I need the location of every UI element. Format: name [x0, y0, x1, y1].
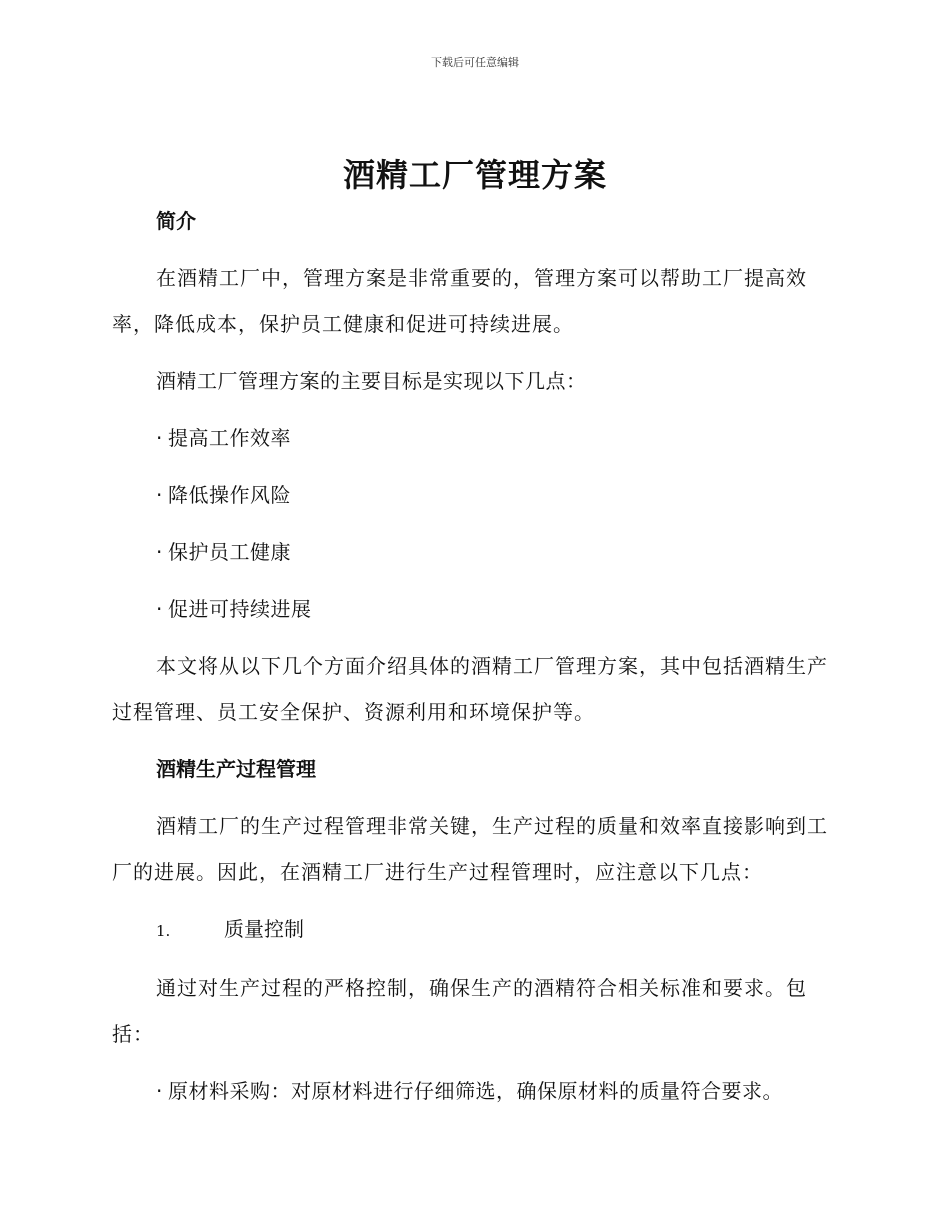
document-body — [112, 198, 836, 1125]
goal-list-item — [112, 529, 836, 575]
goal-text: 保护员工健康 — [168, 540, 291, 564]
bullet-icon: · — [156, 1079, 163, 1103]
numbered-item-quality — [112, 906, 836, 954]
intro-paragraph-1: 在酒精工厂中，管理方案是非常重要的，管理方案可以帮助工厂提高效率，降低成本，保护员工健康和促进可持续进展。 — [112, 266, 807, 336]
goal-list-item — [112, 415, 836, 461]
item-label: 质量控制 — [224, 917, 304, 941]
intro-paragraph-2: 酒精工厂管理方案的主要目标是实现以下几点： — [156, 369, 587, 393]
header-note: 下载后可任意编辑 — [431, 56, 519, 69]
goal-list-item — [112, 472, 836, 518]
section-heading-production: 酒精生产过程管理 — [156, 757, 316, 781]
quality-paragraph-1: 通过对生产过程的严格控制，确保生产的酒精符合相关标准和要求。包括： — [112, 976, 807, 1046]
item-number: 1. — [156, 922, 171, 940]
bullet-icon: · — [156, 597, 163, 621]
bullet-icon: · — [156, 483, 163, 507]
bullet-icon: · — [156, 426, 163, 450]
goal-text: 降低操作风险 — [168, 483, 291, 507]
production-paragraph-1: 酒精工厂的生产过程管理非常关键，生产过程的质量和效率直接影响到工厂的进展。因此，在酒精工厂进行生产过程管理时，应注意以下几点： — [112, 814, 828, 884]
bullet-icon: · — [156, 540, 163, 564]
intro-paragraph-3: 本文将从以下几个方面介绍具体的酒精工厂管理方案，其中包括酒精生产过程管理、员工安全保护、资源利用和环境保护等。 — [112, 654, 828, 724]
section-heading-intro: 简介 — [156, 209, 196, 233]
goal-text: 促进可持续进展 — [168, 597, 312, 621]
quality-list-item — [112, 1068, 836, 1114]
goal-list-item — [112, 586, 836, 632]
quality-text: 原材料采购：对原材料进行仔细筛选，确保原材料的质量符合要求。 — [168, 1079, 783, 1103]
document-title: 酒精工厂管理方案 — [342, 156, 607, 194]
goal-text: 提高工作效率 — [168, 426, 291, 450]
